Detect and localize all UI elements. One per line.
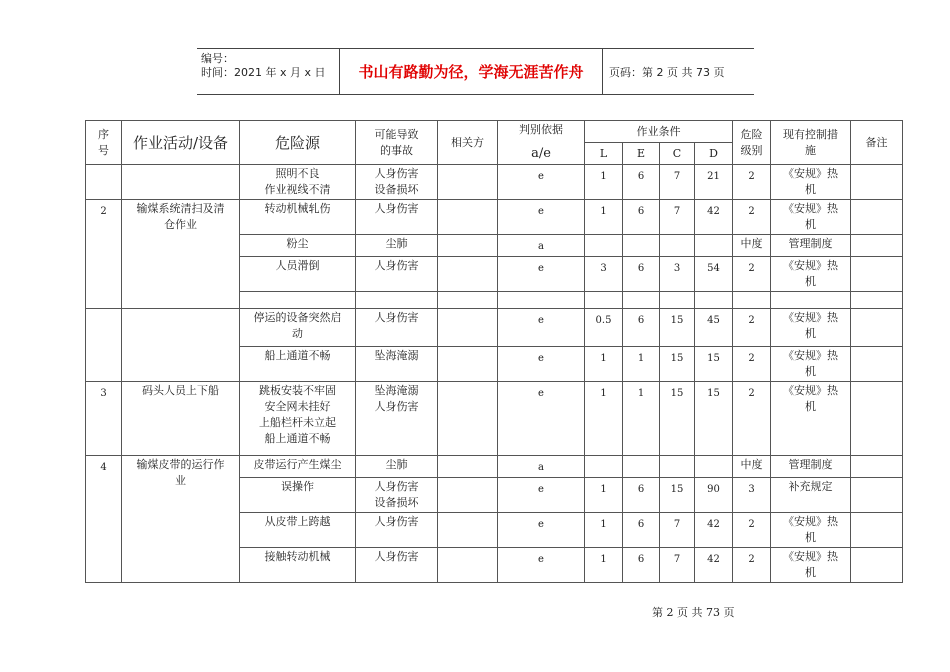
header-activity: 作业活动/设备	[122, 121, 240, 165]
hazard-table	[85, 120, 903, 583]
row-e	[623, 292, 660, 309]
row-l: 1	[585, 382, 623, 456]
row-l: 1	[585, 548, 623, 583]
row-c: 7	[660, 165, 695, 200]
motto: 书山有路勤为径，学海无涯苦作舟	[340, 49, 603, 94]
row-hazard	[240, 292, 356, 309]
row-e	[623, 456, 660, 478]
row-c: 7	[660, 200, 695, 235]
row-basis: a	[498, 456, 585, 478]
row-e: 6	[623, 513, 660, 548]
row-l: 1	[585, 165, 623, 200]
row-c	[660, 235, 695, 257]
row-seq: 3	[86, 382, 122, 456]
row-hazard: 从皮带上跨越	[240, 513, 356, 548]
row-e: 1	[623, 347, 660, 382]
header-remark: 备注	[851, 121, 903, 165]
table-body	[86, 165, 903, 583]
row-accident	[356, 292, 438, 309]
row-l: 1	[585, 513, 623, 548]
row-c: 15	[660, 478, 695, 513]
row-remark	[851, 347, 903, 382]
row-control: 管理制度	[771, 235, 851, 257]
row-l: 1	[585, 347, 623, 382]
row-control: 《安规》热 机	[771, 347, 851, 382]
row-l	[585, 235, 623, 257]
header-level: 危险 级别	[733, 121, 771, 165]
row-d	[695, 235, 733, 257]
row-accident: 尘肺	[356, 456, 438, 478]
header-meta	[197, 49, 340, 94]
row-party	[438, 292, 498, 309]
row-e	[623, 235, 660, 257]
header-c: C	[660, 143, 695, 165]
row-remark	[851, 257, 903, 292]
row-e: 6	[623, 548, 660, 583]
row-c	[660, 292, 695, 309]
row-hazard: 粉尘	[240, 235, 356, 257]
header-d: D	[695, 143, 733, 165]
header-seq: 序 号	[86, 121, 122, 165]
row-l: 0.5	[585, 309, 623, 347]
row-accident: 尘肺	[356, 235, 438, 257]
row-level: 中度	[733, 456, 771, 478]
row-party	[438, 456, 498, 478]
header-accident: 可能导致 的事故	[356, 121, 438, 165]
row-d: 42	[695, 548, 733, 583]
row-level: 2	[733, 347, 771, 382]
row-hazard: 皮带运行产生煤尘	[240, 456, 356, 478]
row-level: 中度	[733, 235, 771, 257]
header-hazard: 危险源	[240, 121, 356, 165]
row-accident: 人身伤害 设备损坏	[356, 478, 438, 513]
row-e: 6	[623, 200, 660, 235]
header-conditions: 作业条件	[585, 121, 733, 143]
row-c: 15	[660, 347, 695, 382]
row-accident: 坠海淹溺	[356, 347, 438, 382]
row-accident: 坠海淹溺 人身伤害	[356, 382, 438, 456]
row-seq: 4	[86, 456, 122, 583]
table-row	[86, 456, 903, 478]
row-l: 3	[585, 257, 623, 292]
row-accident: 人身伤害	[356, 309, 438, 347]
row-control: 《安规》热 机	[771, 548, 851, 583]
table-row	[86, 382, 903, 456]
row-activity	[122, 309, 240, 382]
row-basis: e	[498, 165, 585, 200]
row-basis: e	[498, 309, 585, 347]
row-d: 42	[695, 200, 733, 235]
row-control: 《安规》热 机	[771, 200, 851, 235]
row-level	[733, 292, 771, 309]
row-basis: e	[498, 257, 585, 292]
row-hazard: 跳板安装不牢固 安全网未挂好 上船栏杆未立起 船上通道不畅	[240, 382, 356, 456]
row-e: 1	[623, 382, 660, 456]
row-remark	[851, 382, 903, 456]
page-header	[197, 48, 754, 95]
row-level: 2	[733, 548, 771, 583]
header-l: L	[585, 143, 623, 165]
row-d: 90	[695, 478, 733, 513]
row-level: 2	[733, 200, 771, 235]
row-remark	[851, 456, 903, 478]
row-accident: 人身伤害	[356, 513, 438, 548]
row-activity	[122, 165, 240, 200]
row-level: 2	[733, 513, 771, 548]
row-party	[438, 382, 498, 456]
row-remark	[851, 292, 903, 309]
row-party	[438, 235, 498, 257]
row-d: 15	[695, 382, 733, 456]
table-row	[86, 165, 903, 200]
row-c: 15	[660, 309, 695, 347]
row-d: 15	[695, 347, 733, 382]
row-accident: 人身伤害	[356, 200, 438, 235]
row-c: 7	[660, 513, 695, 548]
code-label: 编号：	[201, 52, 234, 65]
row-party	[438, 347, 498, 382]
row-control: 补充规定	[771, 478, 851, 513]
row-c: 15	[660, 382, 695, 456]
row-l: 1	[585, 478, 623, 513]
row-remark	[851, 309, 903, 347]
row-e: 6	[623, 309, 660, 347]
row-hazard: 转动机械轧伤	[240, 200, 356, 235]
row-hazard: 船上通道不畅	[240, 347, 356, 382]
row-party	[438, 548, 498, 583]
header-e: E	[623, 143, 660, 165]
row-party	[438, 513, 498, 548]
row-remark	[851, 548, 903, 583]
row-remark	[851, 235, 903, 257]
row-basis: e	[498, 347, 585, 382]
row-activity: 码头人员上下船	[122, 382, 240, 456]
header-control: 现有控制措 施	[771, 121, 851, 165]
row-e: 6	[623, 257, 660, 292]
row-basis: e	[498, 382, 585, 456]
footer-page-number: 第 2 页 共 73 页	[652, 606, 735, 619]
row-control: 《安规》热 机	[771, 513, 851, 548]
row-c: 7	[660, 548, 695, 583]
time-label: 时间：2021 年 x 月 x 日	[201, 66, 326, 79]
row-d: 42	[695, 513, 733, 548]
row-e: 6	[623, 165, 660, 200]
row-c	[660, 456, 695, 478]
row-level: 2	[733, 382, 771, 456]
row-remark	[851, 165, 903, 200]
row-accident: 人身伤害 设备损坏	[356, 165, 438, 200]
row-remark	[851, 478, 903, 513]
row-basis	[498, 292, 585, 309]
row-basis: e	[498, 513, 585, 548]
row-control: 《安规》热 机	[771, 382, 851, 456]
row-control	[771, 292, 851, 309]
row-party	[438, 309, 498, 347]
row-level: 2	[733, 165, 771, 200]
row-level: 2	[733, 309, 771, 347]
row-seq: 2	[86, 200, 122, 309]
table-row	[86, 200, 903, 235]
row-accident: 人身伤害	[356, 257, 438, 292]
row-d: 54	[695, 257, 733, 292]
row-control: 《安规》热 机	[771, 257, 851, 292]
row-l	[585, 292, 623, 309]
row-basis: e	[498, 548, 585, 583]
row-basis: e	[498, 478, 585, 513]
row-hazard: 停运的设备突然启 动	[240, 309, 356, 347]
header-party: 相关方	[438, 121, 498, 165]
row-hazard: 误操作	[240, 478, 356, 513]
row-d: 45	[695, 309, 733, 347]
row-d: 21	[695, 165, 733, 200]
row-basis: a	[498, 235, 585, 257]
table-row	[86, 309, 903, 347]
row-activity: 输煤皮带的运行作 业	[122, 456, 240, 583]
row-party	[438, 478, 498, 513]
row-remark	[851, 513, 903, 548]
row-party	[438, 257, 498, 292]
row-basis: e	[498, 200, 585, 235]
row-hazard: 接触转动机械	[240, 548, 356, 583]
row-control: 《安规》热 机	[771, 165, 851, 200]
row-d	[695, 292, 733, 309]
row-d	[695, 456, 733, 478]
row-control: 管理制度	[771, 456, 851, 478]
row-party	[438, 165, 498, 200]
row-party	[438, 200, 498, 235]
row-hazard: 人员滑倒	[240, 257, 356, 292]
row-accident: 人身伤害	[356, 548, 438, 583]
row-seq	[86, 309, 122, 382]
row-seq	[86, 165, 122, 200]
row-remark	[851, 200, 903, 235]
row-level: 3	[733, 478, 771, 513]
row-control: 《安规》热 机	[771, 309, 851, 347]
row-l	[585, 456, 623, 478]
row-level: 2	[733, 257, 771, 292]
row-activity: 输煤系统清扫及清 仓作业	[122, 200, 240, 309]
row-l: 1	[585, 200, 623, 235]
row-hazard: 照明不良 作业视线不清	[240, 165, 356, 200]
page-label: 页码：第 2 页 共 73 页	[609, 65, 725, 79]
header-basis: 判别依据 a/e	[498, 121, 585, 165]
row-e: 6	[623, 478, 660, 513]
row-c: 3	[660, 257, 695, 292]
